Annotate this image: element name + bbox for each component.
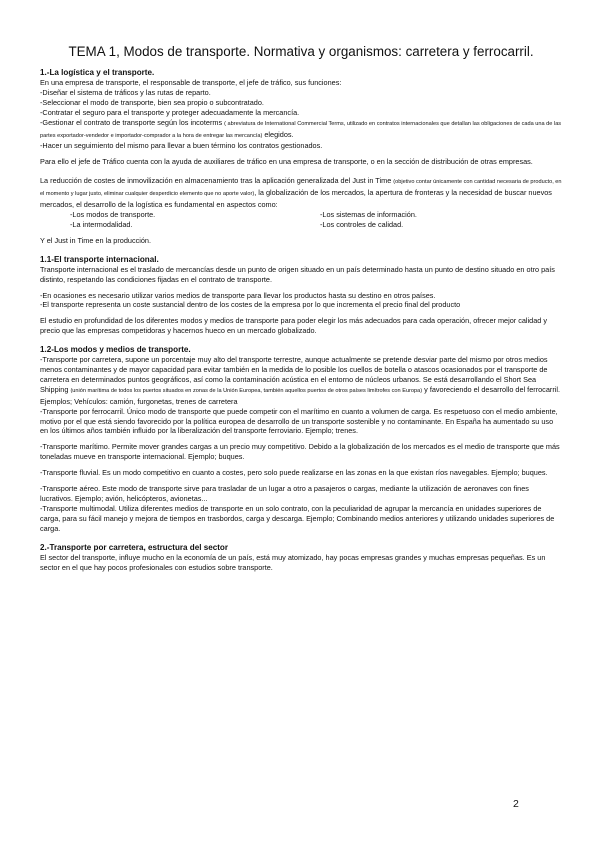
list-item: -Los controles de calidad.: [320, 219, 404, 229]
paragraph-aereo: -Transporte aéreo. Este modo de transporte sirve para trasladar de un lugar a otro a pasajeros o cargas, mediante la utilización de aeronaves con fines lucrativos. Ejemplo; avión, helicópteros, avionetas...: [40, 484, 529, 503]
section-heading-1: 1.-La logística y el transporte.: [40, 68, 155, 77]
paragraph: -En ocasiones es necesario utilizar varios medios de transporte para llevar los productos hasta su destino en otros países.: [40, 290, 436, 300]
document-title: TEMA 1, Modos de transporte. Normativa y organismos: carretera y ferrocarril.: [68, 44, 534, 59]
paragraph-fluvial: -Transporte fluvial. Es un modo competitivo en cuanto a costes, pero solo puede realizarse en las zonas en la que existan ríos navegables. Ejemplo; buques.: [40, 468, 548, 478]
text-run: elegidos.: [262, 129, 294, 139]
paragraph-jit-production: Y el Just in Time en la producción.: [40, 235, 151, 245]
list-item: -Los modos de transporte.: [70, 209, 156, 219]
list-item: -Los sistemas de información.: [320, 209, 417, 219]
text-run: -Transporte por carretera, supone un porcentaje muy alto del transporte terrestre, aunque actualmente se pretende desviar parte del mismo por otros medios menos contaminantes y de mayor capacidad para evitar también en la medida de lo posible los cuellos de botella o atascos ocasionados por el transporte de carretera en determinados puntos geográficos, así como la contaminación acústica en el entorno de núcleos urbanos. Se está desarrollando el Short Sea Shipping: [40, 355, 548, 394]
text-run: , la globalización de los mercados, la apertura de fronteras y la necesidad de buscar nuevos mercados, el desarrollo de la logística es fundamental en aspectos como:: [40, 188, 552, 210]
list-item: -La intermodalidad.: [70, 219, 133, 229]
paragraph-incoterms: [40, 118, 562, 142]
document-page: [40, 44, 562, 572]
list-item: -Contratar el seguro para el transporte y proteger adecuadamente la mercancía.: [40, 107, 300, 117]
paragraph: Transporte internacional es el traslado de mercancías desde un punto de origen situado en un país determinado hasta un punto de destino situado en otro país distinto, respetando las condiciones fijadas en el contrato de transporte.: [40, 264, 555, 284]
aspects-left-column: [40, 210, 320, 230]
paragraph-carretera: [40, 355, 562, 407]
list-item: -Seleccionar el modo de transporte, bien sea propio o subcontratado.: [40, 97, 264, 107]
section-heading-1-2: 1.2-Los modos y medios de transporte.: [40, 345, 191, 355]
paragraph-ferrocarril: -Transporte por ferrocarril. Único modo de transporte que puede competir con el marítimo en cuanto a volumen de carga. Es respetuoso con el medio ambiente, motivo por el que está siendo favorecido por la política europea de desarrollo de un transporte sostenible y no contaminante. En España ha aumentado su uso en los últimos años también influido por la liberalización del transporte ferroviario. Ejemplo; trenes.: [40, 406, 558, 436]
text-run: y favoreciendo el desarrollo del ferrocarril. Ejemplos; Vehículos: camión, furgonetas, trenes de carretera: [40, 384, 561, 406]
paragraph-jit: [40, 176, 562, 210]
aspects-list: [40, 210, 562, 230]
paragraph-jefe: Para ello el jefe de Tráfico cuenta con la ayuda de auxiliares de tráfico en una empresa de transporte, o en la sección de distribución de otras empresas.: [40, 157, 533, 167]
text-run: La reducción de costes de inmovilización en almacenamiento tras la aplicación generalizada del Just in Time: [40, 176, 394, 186]
list-item: -Hacer un seguimiento del mismo para llevar a buen término los contratos gestionados.: [40, 141, 323, 151]
paragraph: -El transporte representa un coste sustancial dentro de los costes de la empresa por lo que incrementa el precio final del producto: [40, 300, 461, 310]
section-heading-2: 2.-Transporte por carretera, estructura del sector: [40, 542, 229, 552]
footnote-text: (objetivo contar únicamente con cantidad necesaria de producto, en el momento y lugar justo, eliminar cualquier desperdicio elemento que no aporte valor): [40, 179, 562, 198]
paragraph-multimodal: -Transporte multimodal. Utiliza diferentes medios de transporte en un solo contrato, con la peculiaridad de agrupar la mercancía en unidades superiores de carga, para su fácil manejo y mejora de tiempos en trasbordos, carga y descarga. Ejemplo; Combinando medios anteriores y utilizando unidades superiores de carga.: [40, 503, 555, 533]
paragraph: El estudio en profundidad de los diferentes modos y medios de transporte para poder elegir los más adecuados para cada operación, ofrecer mejor calidad y precio que las empresas competidoras y hacernos hueco en un mercado globalizado.: [40, 316, 548, 336]
page-number: 2: [513, 798, 519, 810]
paragraph-maritimo: -Transporte marítimo. Permite mover grandes cargas a un precio muy competitivo. Debido a la globalización de los mercados es el medio de transporte que más toneladas mueve en transporte internacional. Ejemplo; buques.: [40, 442, 560, 462]
footnote-text: ( abreviatura de International Commercial Terms, utilizado en contratos internacionales que detallan las obligaciones de cada una de las partes exportador-vendedor e importador-comprador a la hora de entregar las mercancía): [40, 120, 562, 139]
paragraph: El sector del transporte, influye mucho en la economía de un país, está muy atomizado, hay pocas empresas grandes y muchas empresas pequeñas. Es un sector en el que hay pocos profesionales con estudios sobre transporte.: [40, 552, 546, 572]
list-item: -Diseñar el sistema de tráficos y las rutas de reparto.: [40, 87, 211, 97]
section-heading-1-1: 1.1-El transporte internacional.: [40, 254, 159, 264]
text-run: -Gestionar el contrato de transporte según los incoterms: [40, 117, 225, 127]
aspects-right-column: [320, 210, 417, 230]
footnote-text: (unión marítima de todos los puertos situados en zonas de la Unión Europea, también aquellos puertos de otros países limítrofes con Europa): [70, 387, 423, 394]
paragraph-intro: En una empresa de transporte, el responsable de transporte, el jefe de tráfico, sus funciones:: [40, 78, 342, 87]
